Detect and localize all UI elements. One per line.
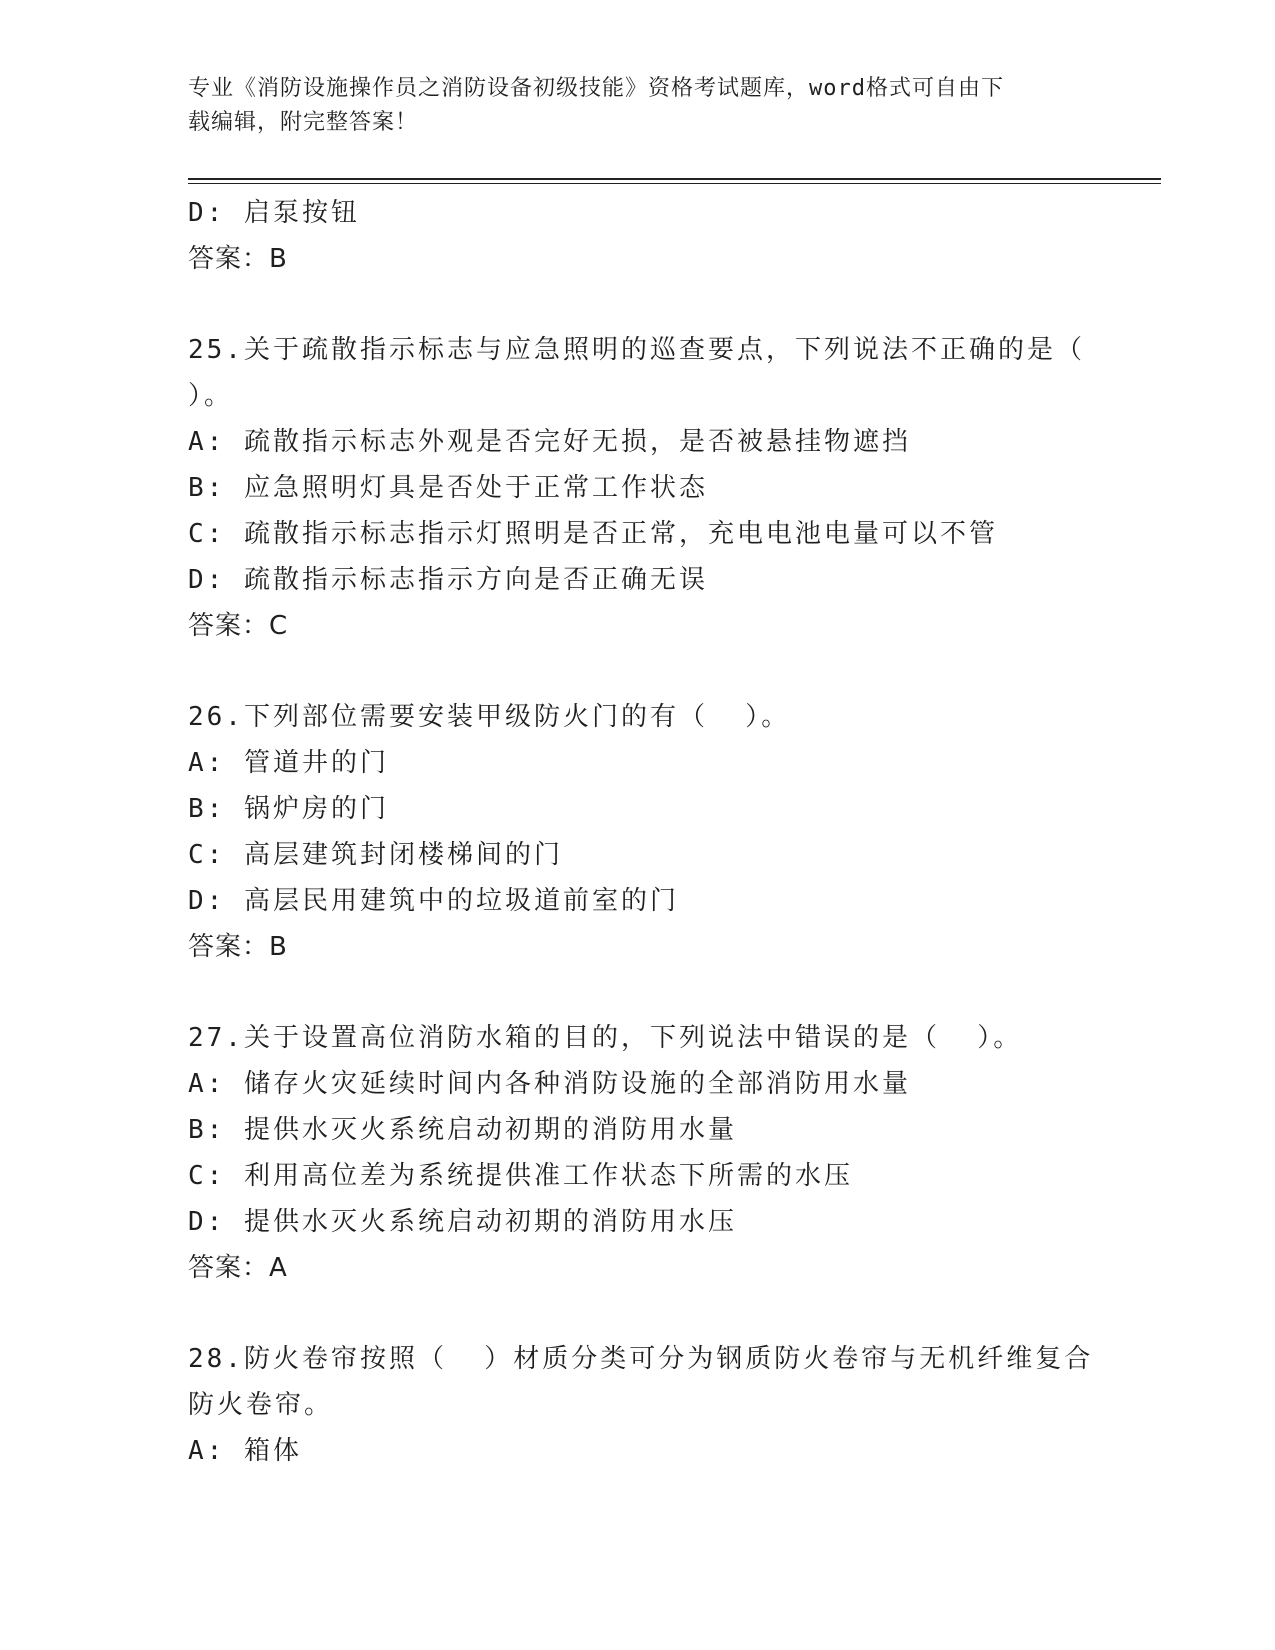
answer-line: 答案：B xyxy=(188,244,288,274)
question-stem: 25.关于疏散指示标志与应急照明的巡查要点，下列说法不正确的是（ xyxy=(188,335,1085,365)
option-d: D: 启泵按钮 xyxy=(188,198,360,228)
question-stem: 防火卷帘。 xyxy=(188,1390,334,1420)
document-body xyxy=(188,190,1094,1474)
document-header xyxy=(188,72,1088,140)
option-c: C: 高层建筑封闭楼梯间的门 xyxy=(188,840,563,870)
header-divider-thick xyxy=(188,178,1161,180)
option-d: D: 高层民用建筑中的垃圾道前室的门 xyxy=(188,886,679,916)
question-block xyxy=(188,327,1088,649)
option-d: D: 疏散指示标志指示方向是否正确无误 xyxy=(188,565,708,595)
answer-line: 答案：C xyxy=(188,611,289,641)
header-divider-thin xyxy=(188,183,1161,184)
question-stem: ）。 xyxy=(188,381,234,411)
option-b: B: 提供水灭火系统启动初期的消防用水量 xyxy=(188,1115,737,1145)
option-a: A: 管道井的门 xyxy=(188,748,389,778)
option-c: C: 利用高位差为系统提供准工作状态下所需的水压 xyxy=(188,1161,853,1191)
question-stem: 27.关于设置高位消防水箱的目的，下列说法中错误的是（ ）。 xyxy=(188,1023,1023,1053)
header-line-1: 专业《消防设施操作员之消防设备初级技能》资格考试题库，word格式可自由下 xyxy=(188,76,1004,101)
option-a: A: 疏散指示标志外观是否完好无损，是否被悬挂物遮挡 xyxy=(188,427,911,457)
option-b: B: 锅炉房的门 xyxy=(188,794,389,824)
question-block xyxy=(188,1336,1094,1474)
question-block xyxy=(188,1015,1088,1291)
answer-line: 答案：B xyxy=(188,932,288,962)
question-stem: 26.下列部位需要安装甲级防火门的有（ ）。 xyxy=(188,702,791,732)
option-a: A: 箱体 xyxy=(188,1436,302,1466)
option-a: A: 储存火灾延续时间内各种消防设施的全部消防用水量 xyxy=(188,1069,911,1099)
answer-line: 答案：A xyxy=(188,1253,288,1283)
option-b: B: 应急照明灯具是否处于正常工作状态 xyxy=(188,473,708,503)
header-line-2: 载编辑，附完整答案！ xyxy=(188,110,419,135)
question-stem: 28.防火卷帘按照（ ）材质分类可分为钢质防火卷帘与无机纤维复合 xyxy=(188,1344,1094,1374)
option-d: D: 提供水灭火系统启动初期的消防用水压 xyxy=(188,1207,737,1237)
option-c: C: 疏散指示标志指示灯照明是否正常，充电电池电量可以不管 xyxy=(188,519,998,549)
question-block xyxy=(188,694,1088,970)
